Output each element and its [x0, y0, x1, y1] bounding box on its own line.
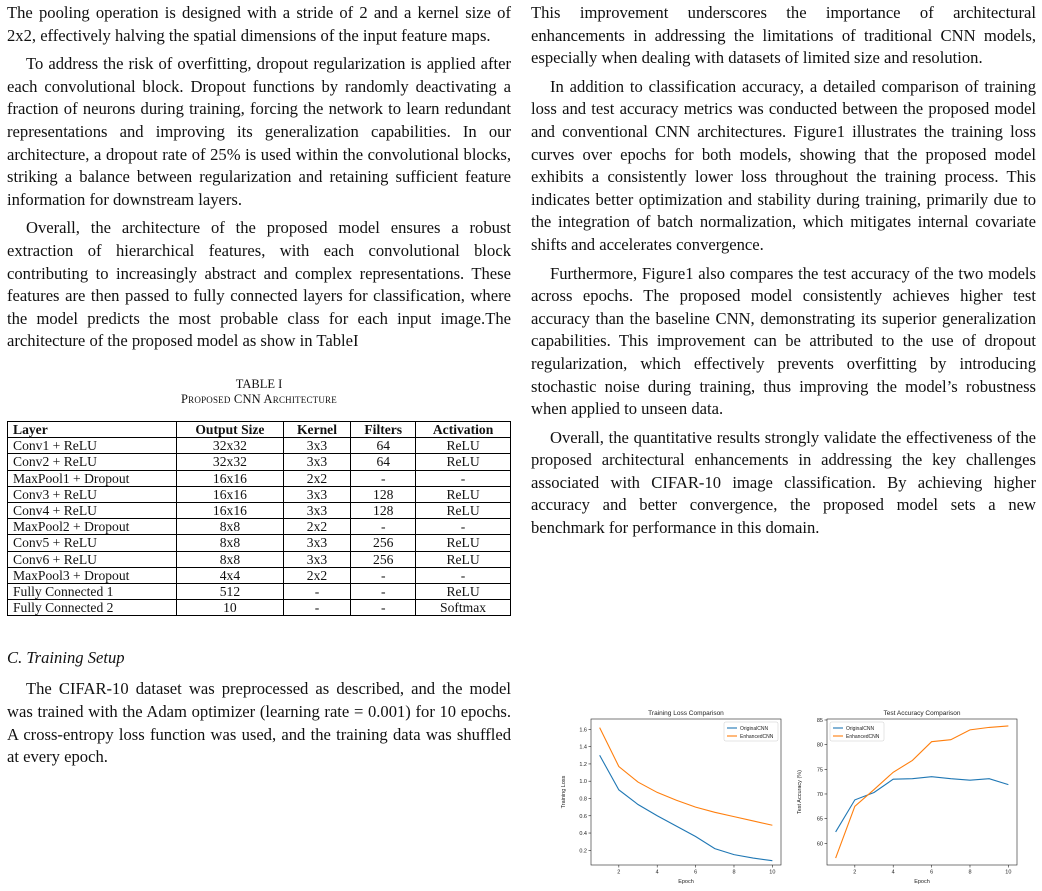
table-cell: 8x8	[177, 535, 283, 551]
table-cell: Conv3 + ReLU	[8, 486, 177, 502]
table-body	[8, 438, 511, 616]
table-row	[8, 583, 511, 599]
y-tick-label: 0.2	[579, 848, 587, 855]
chart-title: Test Accuracy Comparison	[883, 710, 961, 717]
table-cell: Softmax	[416, 600, 511, 616]
table-cell: 3x3	[283, 502, 351, 518]
table-cell: ReLU	[416, 502, 511, 518]
x-tick-label: 4	[891, 869, 895, 876]
table-cell: -	[283, 583, 351, 599]
table-cell: ReLU	[416, 551, 511, 567]
legend-entry: EnhancedCNN	[846, 733, 880, 740]
table-cell: ReLU	[416, 438, 511, 454]
x-tick-label: 2	[617, 869, 621, 876]
table-cell: -	[416, 519, 511, 535]
table-header-cell: Kernel	[283, 421, 351, 437]
x-tick-label: 2	[853, 869, 857, 876]
x-tick-label: 8	[732, 869, 736, 876]
table-cell: 512	[177, 583, 283, 599]
table-cell: Conv5 + ReLU	[8, 535, 177, 551]
legend-entry: OriginalCNN	[846, 725, 875, 732]
table-caption	[7, 377, 511, 407]
left-paragraph-1: The pooling operation is designed with a stride of 2 and a kernel size of 2x2, effectively halving the spatial dimensions of the input feature maps.	[7, 3, 511, 45]
table-cell: 64	[351, 438, 416, 454]
table-header-cell: Layer	[8, 421, 177, 437]
table-cell: MaxPool3 + Dropout	[8, 567, 177, 583]
table-row	[8, 567, 511, 583]
table-cell: 3x3	[283, 551, 351, 567]
table-cell: MaxPool2 + Dropout	[8, 519, 177, 535]
table-cell: 32x32	[177, 438, 283, 454]
x-tick-label: 6	[694, 869, 698, 876]
table-cell: -	[416, 470, 511, 486]
table-cell: 128	[351, 502, 416, 518]
series-line-enhancedcnn	[600, 725, 773, 826]
table-header-cell: Activation	[416, 421, 511, 437]
x-tick-label: 10	[1005, 869, 1012, 876]
table-row	[8, 600, 511, 616]
y-tick-label: 0.4	[579, 831, 587, 838]
left-paragraph-3: Overall, the architecture of the proposed model ensures a robust extraction of hierarchical features, with each convolutional block contributing to increasingly abstract and complex representations. These features are then passed to fully connected layers for classification, where the model predicts the most probable class for each input image.The architecture of the proposed model as show in TableI	[7, 218, 511, 351]
table-cell: Conv6 + ReLU	[8, 551, 177, 567]
left-paragraph-2: To address the risk of overfitting, dropout regularization is applied after each convolutional block. Dropout functions by randomly deactivating a fraction of neurons during training, forcing the network to learn redundant representations and improving its generalization capabilities. In our architecture, a dropout rate of 25% is used within the convolutional blocks, striking a balance between regularization and retaining sufficient feature information for downstream layers.	[7, 54, 511, 209]
table-cell: 64	[351, 454, 416, 470]
right-paragraph-1: This improvement underscores the importance of architectural enhancements in addressing the limitations of traditional CNN models, especially when dealing with datasets of limited size and resolution.	[531, 3, 1036, 68]
table-title: Proposed CNN Architecture	[181, 391, 337, 406]
table-cell: Fully Connected 1	[8, 583, 177, 599]
table-row	[8, 535, 511, 551]
table-label: TABLE I	[235, 376, 283, 391]
x-tick-label: 6	[930, 869, 934, 876]
table-cell: -	[351, 567, 416, 583]
table-cell: 128	[351, 486, 416, 502]
x-axis-label: Epoch	[914, 879, 930, 885]
table-cell: -	[351, 519, 416, 535]
table-cell: -	[416, 567, 511, 583]
table-cell: 2x2	[283, 470, 351, 486]
y-tick-label: 75	[816, 767, 823, 774]
table-cell: Conv1 + ReLU	[8, 438, 177, 454]
table-cell: MaxPool1 + Dropout	[8, 470, 177, 486]
right-paragraph-2: In addition to classification accuracy, a detailed comparison of training loss and test accuracy metrics was conducted between the proposed model and conventional CNN architectures. Figure1 illustrates the training loss curves over epochs for both models, showing that the proposed model exhibits a consistently lower loss throughout the training process. This indicates better optimization and stability during training, primarily due to the integration of batch normalization, which mitigates internal covariate shifts and accelerates convergence.	[531, 76, 1036, 254]
table-cell: ReLU	[416, 583, 511, 599]
table-cell: 256	[351, 535, 416, 551]
table-cell: ReLU	[416, 535, 511, 551]
table-cell: 3x3	[283, 486, 351, 502]
chart-title: Training Loss Comparison	[648, 710, 724, 717]
x-axis-label: Epoch	[678, 879, 694, 885]
left-paragraph-4: The CIFAR-10 dataset was preprocessed as described, and the model was trained with the Adam optimizer (learning rate = 0.001) for 10 epochs. A cross-entropy loss function was used, and the training data was shuffled at every epoch.	[7, 679, 511, 767]
y-tick-label: 0.8	[579, 796, 587, 803]
table-cell: Fully Connected 2	[8, 600, 177, 616]
table-row	[8, 486, 511, 502]
table-cell: 16x16	[177, 486, 283, 502]
figure-1	[555, 707, 1025, 887]
table-cell: 3x3	[283, 535, 351, 551]
series-line-originalcnn	[600, 755, 773, 860]
y-tick-label: 1.6	[579, 727, 587, 734]
table-cell: 3x3	[283, 454, 351, 470]
series-line-enhancedcnn	[836, 726, 1009, 858]
table-header-cell: Output Size	[177, 421, 283, 437]
table-cell: 2x2	[283, 567, 351, 583]
table-row	[8, 502, 511, 518]
x-tick-label: 8	[968, 869, 972, 876]
table-cell: 10	[177, 600, 283, 616]
subsection-heading: C. Training Setup	[7, 648, 125, 668]
table-cell: Conv2 + ReLU	[8, 454, 177, 470]
right-paragraph-4: Overall, the quantitative results strongly validate the effectiveness of the proposed architectural enhancements in addressing the key challenges associated with CIFAR-10 image classification. By achieving higher accuracy and better convergence, the proposed model sets a new benchmark for performance in this domain.	[531, 427, 1036, 538]
table-row	[8, 551, 511, 567]
y-tick-label: 65	[816, 816, 823, 823]
table-row	[8, 519, 511, 535]
table-cell: 16x16	[177, 470, 283, 486]
table-header-cell: Filters	[351, 421, 416, 437]
table-cell: 16x16	[177, 502, 283, 518]
table-cell: 256	[351, 551, 416, 567]
table-cell: ReLU	[416, 454, 511, 470]
y-tick-label: 0.6	[579, 813, 587, 820]
right-column	[531, 2, 1036, 546]
y-tick-label: 85	[816, 717, 823, 724]
table-cell: 4x4	[177, 567, 283, 583]
x-tick-label: 4	[655, 869, 659, 876]
table-cell: Conv4 + ReLU	[8, 502, 177, 518]
table-cell: 3x3	[283, 438, 351, 454]
y-tick-label: 60	[816, 841, 823, 848]
y-tick-label: 1.2	[579, 761, 587, 768]
x-tick-label: 10	[769, 869, 776, 876]
y-tick-label: 80	[816, 742, 823, 749]
table-cell: 2x2	[283, 519, 351, 535]
table-cell: ReLU	[416, 486, 511, 502]
table-row	[8, 438, 511, 454]
table-cell: -	[351, 470, 416, 486]
y-axis-label: Test Accuracy (%)	[797, 769, 803, 815]
table-cell: 8x8	[177, 519, 283, 535]
y-tick-label: 1.4	[579, 744, 587, 751]
table-header-row	[8, 421, 511, 437]
y-tick-label: 1.0	[579, 779, 587, 786]
table-row	[8, 470, 511, 486]
table-cell: 32x32	[177, 454, 283, 470]
table-cell: -	[283, 600, 351, 616]
left-column	[7, 2, 511, 775]
table-cell: 8x8	[177, 551, 283, 567]
right-paragraph-3: Furthermore, Figure1 also compares the test accuracy of the two models across epochs. The proposed model consistently achieves higher test accuracy than the baseline CNN, demonstrating its superior generalization capabilities. This improvement can be attributed to the use of dropout regularization, which effectively prevents overfitting by introducing stochastic noise during training, thus improving the model’s robustness when applied to unseen data.	[531, 263, 1036, 419]
table-row	[8, 454, 511, 470]
architecture-table	[7, 421, 511, 616]
y-axis-label: Training Loss	[561, 775, 567, 809]
training-loss-chart	[555, 707, 787, 887]
legend-entry: OriginalCNN	[740, 725, 769, 732]
table-cell: -	[351, 583, 416, 599]
legend-entry: EnhancedCNN	[740, 733, 774, 740]
test-accuracy-chart	[791, 707, 1023, 887]
table-cell: -	[351, 600, 416, 616]
y-tick-label: 70	[816, 791, 823, 798]
series-line-originalcnn	[836, 777, 1009, 832]
